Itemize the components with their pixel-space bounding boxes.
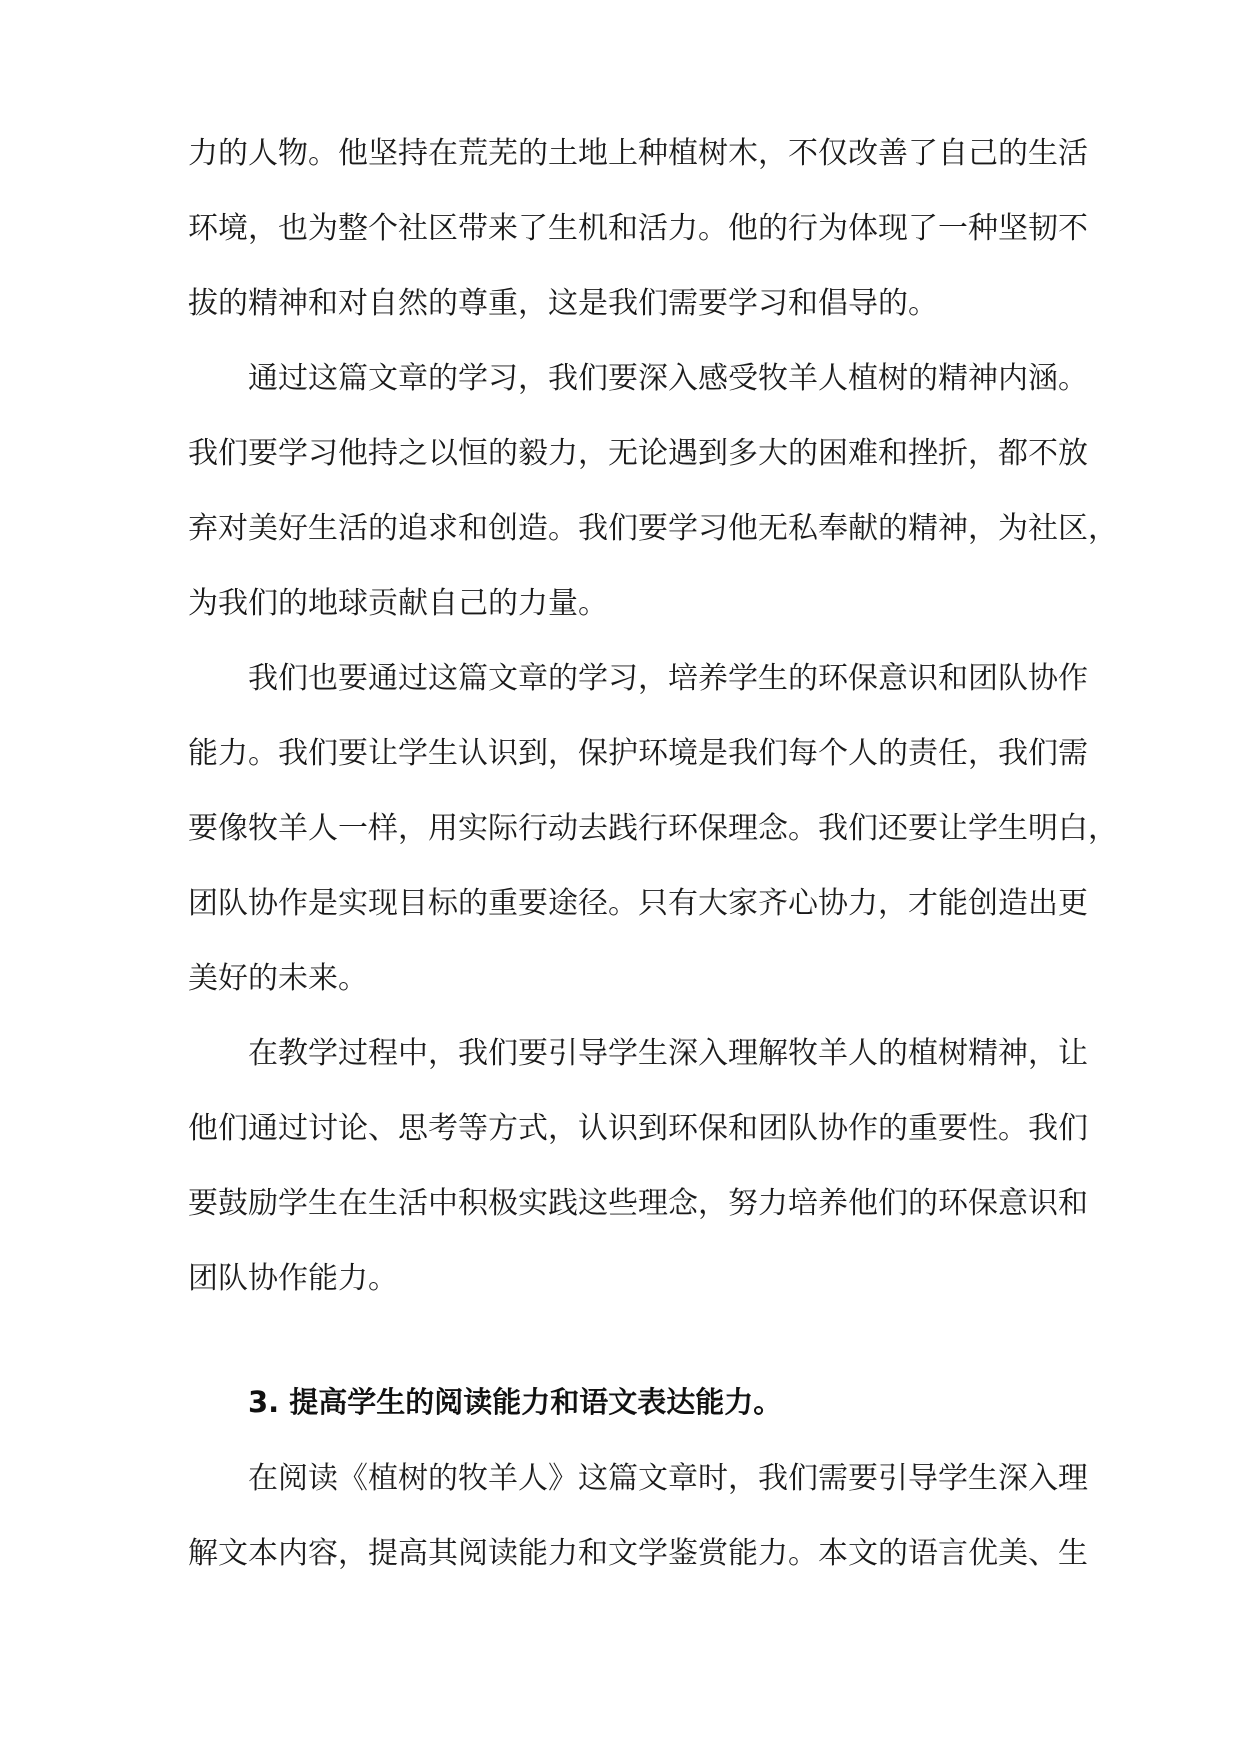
paragraph-first-line: 在教学过程中，我们要引导学生深入理解牧羊人的植树精神，让 xyxy=(248,1036,1088,1071)
text-line: 我们要学习他持之以恒的毅力，无论遇到多大的困难和挫折，都不放 xyxy=(188,436,1088,471)
text-line: 团队协作是实现目标的重要途径。只有大家齐心协力，才能创造出更 xyxy=(188,886,1088,921)
text-line: 为我们的地球贡献自己的力量。 xyxy=(188,586,608,621)
text-line: 拔的精神和对自然的尊重，这是我们需要学习和倡导的。 xyxy=(188,286,938,321)
text-line: 力的人物。他坚持在荒芜的土地上种植树木，不仅改善了自己的生活 xyxy=(188,136,1088,171)
text-line: 弃对美好生活的追求和创造。我们要学习他无私奉献的精神，为社区， xyxy=(188,511,1118,546)
paragraph-first-line: 我们也要通过这篇文章的学习，培养学生的环保意识和团队协作 xyxy=(248,661,1088,696)
text-line: 美好的未来。 xyxy=(188,961,368,996)
paragraph-first-line: 在阅读《植树的牧羊人》这篇文章时，我们需要引导学生深入理 xyxy=(248,1461,1088,1496)
text-line: 他们通过讨论、思考等方式，认识到环保和团队协作的重要性。我们 xyxy=(188,1111,1088,1146)
text-line: 解文本内容，提高其阅读能力和文学鉴赏能力。本文的语言优美、生 xyxy=(188,1536,1088,1571)
text-line: 环境，也为整个社区带来了生机和活力。他的行为体现了一种坚韧不 xyxy=(188,211,1088,246)
text-line: 要鼓励学生在生活中积极实践这些理念，努力培养他们的环保意识和 xyxy=(188,1186,1088,1221)
text-line: 能力。我们要让学生认识到，保护环境是我们每个人的责任，我们需 xyxy=(188,736,1088,771)
paragraph-first-line: 通过这篇文章的学习，我们要深入感受牧羊人植树的精神内涵。 xyxy=(248,361,1088,396)
text-line: 要像牧羊人一样，用实际行动去践行环保理念。我们还要让学生明白， xyxy=(188,811,1118,846)
text-line: 团队协作能力。 xyxy=(188,1261,398,1296)
section-heading: 3. 提高学生的阅读能力和语文表达能力。 xyxy=(248,1385,783,1419)
